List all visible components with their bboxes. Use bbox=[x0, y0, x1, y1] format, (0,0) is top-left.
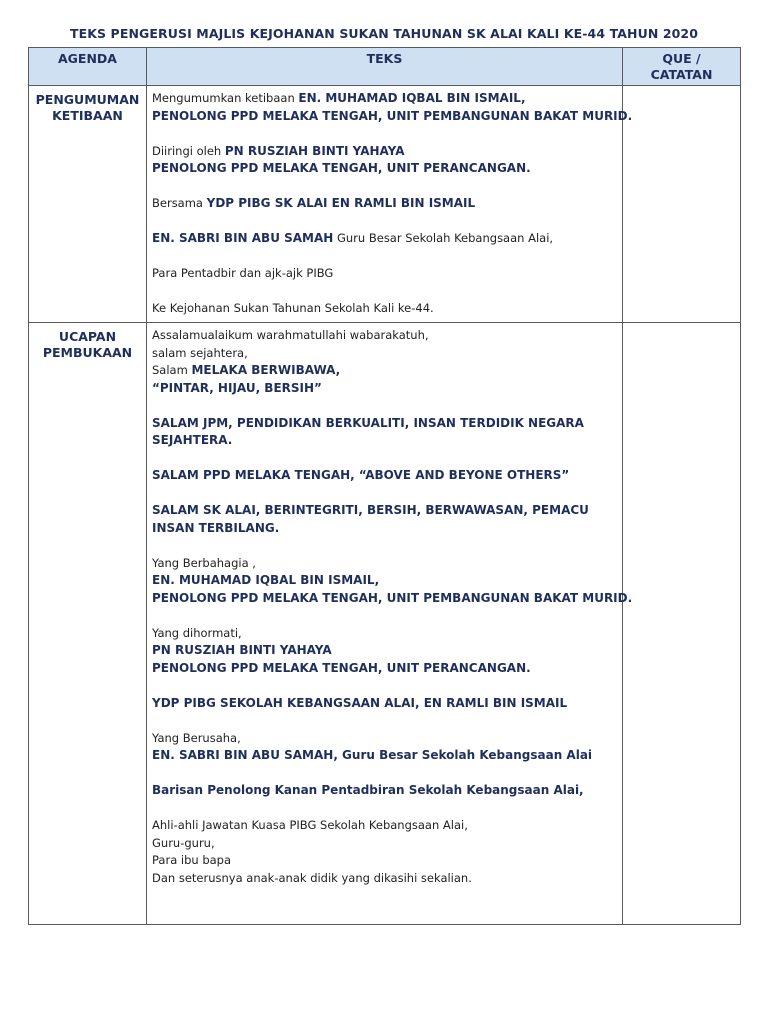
text-line: Ahli-ahli Jawatan Kuasa PIBG Sekolah Kebangsaan Alai, bbox=[152, 818, 468, 832]
text-line: PENOLONG PPD MELAKA TENGAH, UNIT PEMBANGUNAN BAKAT MURID. bbox=[152, 590, 633, 605]
text-line: Yang Berusaha, bbox=[152, 730, 241, 745]
text-line: Yang dihormati, bbox=[152, 625, 242, 640]
text-line: Diiringi oleh PN RUSZIAH BINTI YAHAYA bbox=[152, 143, 405, 158]
text-line: Salam MELAKA BERWIBAWA, bbox=[152, 363, 341, 377]
text-line: Guru-guru, bbox=[152, 835, 215, 850]
header-teks: TEKS bbox=[147, 48, 623, 86]
text-line: PN RUSZIAH BINTI YAHAYA bbox=[152, 643, 332, 657]
text-line: EN. SABRI BIN ABU SAMAH Guru Besar Sekolah Kebangsaan Alai, bbox=[152, 231, 554, 245]
agenda-label-line2: PEMBUKAAN bbox=[42, 345, 133, 360]
text-line: Para Pentadbir dan ajk-ajk PIBG bbox=[152, 266, 334, 280]
table-row-ucapan bbox=[29, 323, 741, 925]
text-line: EN. MUHAMAD IQBAL BIN ISMAIL, bbox=[152, 573, 380, 587]
agenda-cell-ucapan bbox=[29, 323, 147, 925]
text-line: salam sejahtera, bbox=[152, 345, 248, 360]
text-line: Yang Berbahagia , bbox=[152, 555, 256, 570]
text-line: PENOLONG PPD MELAKA TENGAH, UNIT PEMBANGUNAN BAKAT MURID. bbox=[152, 108, 633, 123]
text-line: EN. SABRI BIN ABU SAMAH, Guru Besar Sekolah Kebangsaan Alai bbox=[152, 748, 593, 762]
teks-cell-pengumuman bbox=[147, 86, 633, 323]
text-line: YDP PIBG SEKOLAH KEBANGSAAN ALAI, EN RAMLI BIN ISMAIL bbox=[152, 695, 568, 710]
table-header-row bbox=[29, 48, 741, 86]
agenda-cell-pengumuman bbox=[29, 86, 147, 323]
text-line: “PINTAR, HIJAU, BERSIH” bbox=[152, 380, 322, 395]
text-line: SALAM JPM, PENDIDIKAN BERKUALITI, INSAN TERDIDIK NEGARA SEJAHTERA. bbox=[152, 415, 584, 447]
header-agenda: AGENDA bbox=[29, 48, 147, 86]
text-line: SALAM SK ALAI, BERINTEGRITI, BERSIH, BERWAWASAN, PEMACU INSAN TERBILANG. bbox=[152, 503, 589, 535]
table-row-pengumuman bbox=[29, 86, 741, 323]
header-catatan: CATATAN bbox=[650, 67, 713, 82]
teks-cell-ucapan bbox=[147, 323, 633, 925]
text-line: Mengumumkan ketibaan EN. MUHAMAD IQBAL BIN ISMAIL, bbox=[152, 91, 526, 105]
text-line: Ke Kejohanan Sukan Tahunan Sekolah Kali ke-44. bbox=[152, 301, 434, 315]
agenda-label-line1: UCAPAN bbox=[58, 329, 117, 344]
text-line: PENOLONG PPD MELAKA TENGAH, UNIT PERANCANGAN. bbox=[152, 161, 531, 175]
header-que: QUE / bbox=[662, 51, 701, 66]
text-line: Dan seterusnya anak-anak didik yang dikasihi sekalian. bbox=[152, 870, 472, 885]
catatan-cell-ucapan bbox=[623, 323, 741, 925]
header-que-catatan bbox=[623, 48, 741, 86]
document-title: TEKS PENGERUSI MAJLIS KEJOHANAN SUKAN TAHUNAN SK ALAI KALI KE-44 TAHUN 2020 bbox=[69, 26, 699, 41]
text-line: Assalamualaikum warahmatullahi wabarakatuh, bbox=[152, 328, 429, 342]
catatan-cell-pengumuman bbox=[623, 86, 741, 323]
text-line: Bersama YDP PIBG SK ALAI EN RAMLI BIN ISMAIL bbox=[152, 196, 476, 210]
text-line: Barisan Penolong Kanan Pentadbiran Sekolah Kebangsaan Alai, bbox=[152, 783, 584, 797]
text-line: SALAM PPD MELAKA TENGAH, “ABOVE AND BEYONE OTHERS” bbox=[152, 468, 570, 482]
agenda-label-line2: KETIBAAN bbox=[52, 108, 123, 123]
text-line: Para ibu bapa bbox=[152, 853, 232, 867]
agenda-label-line1: PENGUMUMAN bbox=[35, 92, 140, 107]
agenda-table bbox=[28, 47, 741, 925]
text-line: PENOLONG PPD MELAKA TENGAH, UNIT PERANCANGAN. bbox=[152, 660, 531, 675]
